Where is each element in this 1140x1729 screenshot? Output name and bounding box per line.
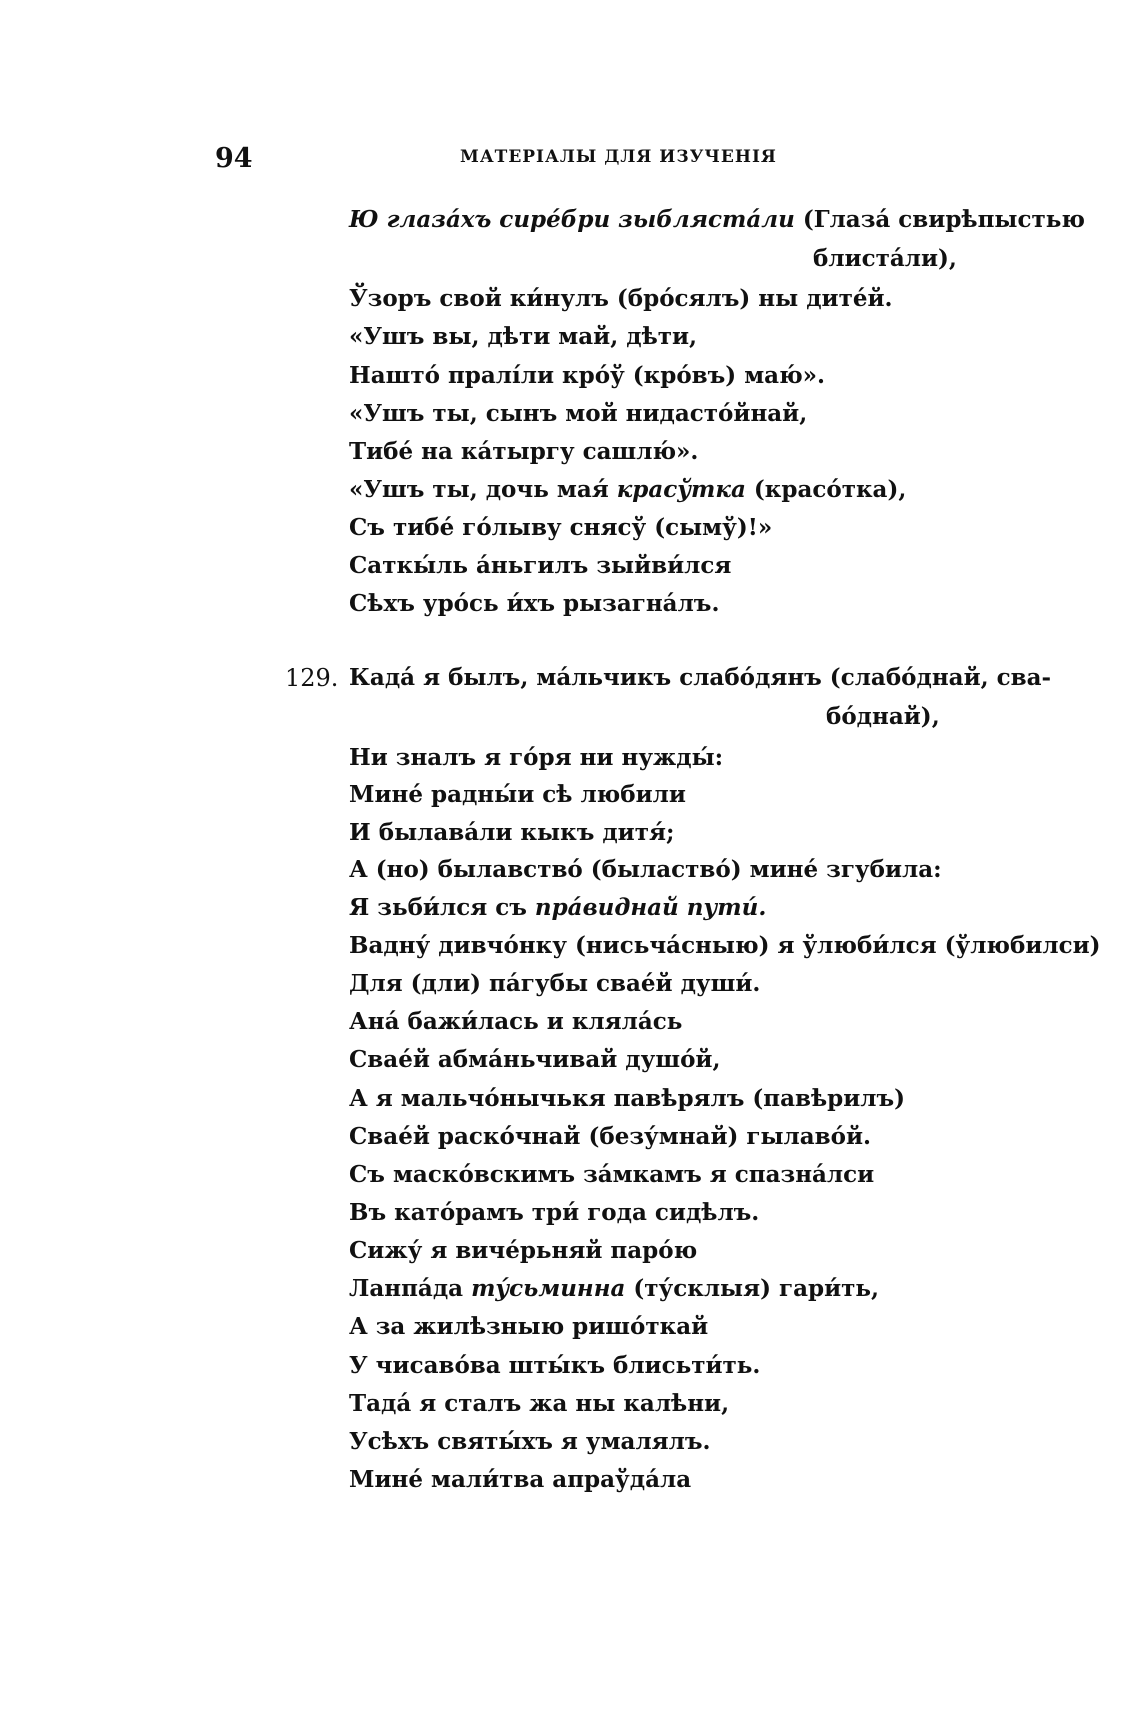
stanza2-line-7: Вадну́ дивчóнку (нисьчáсныю) я ўлюби́лся (ўлюбилси) (349, 932, 1101, 959)
stanza1-line-10: Сѣхъ урóсь и́хъ рызагнáлъ. (349, 590, 720, 617)
stanza1-line-7-start: «Ушъ ты, дочь мая́ (349, 476, 617, 503)
stanza2-line-15: Сижу́ я вичéрьняй парóю (349, 1237, 698, 1264)
stanza2-line-10: Сваéй абмáньчивай душóй, (349, 1046, 721, 1073)
stanza1-line-7 (349, 478, 906, 501)
stanza2-line-18: У чисавóва шты́къ блисьти́ть. (349, 1352, 761, 1379)
stanza2-line-5: А (но) былавствó (быластвó) минé згубила: (349, 856, 942, 883)
stanza2-line-13: Съ маскóвскимъ зáмкамъ я спазнáлси (349, 1161, 875, 1188)
stanza2-line-6 (349, 896, 766, 919)
stanza1-line-4: Наштó пралíли крóў (крóвъ) маю́». (349, 362, 826, 389)
verse-number: 129. (285, 664, 339, 692)
stanza2-line-16-rest: (ту́склыя) гари́ть, (625, 1275, 879, 1302)
stanza2-line-16 (349, 1277, 879, 1300)
stanza1-line-9: Саткы́ль áньгилъ зыйви́лся (349, 552, 732, 579)
stanza2-line-14: Въ катóрамъ три́ года сидѣлъ. (349, 1199, 760, 1226)
stanza1-line-7-rest: (красóтка), (745, 476, 907, 503)
stanza1-line-1-cont: блистáли), (813, 245, 957, 272)
stanza2-line-16-start: Ланпáда (349, 1275, 472, 1302)
stanza2-line-11: А я мальчóнычькя павѣрялъ (павѣрилъ) (349, 1085, 906, 1112)
stanza2-line-19: Тадá я сталъ жа ны калѣни, (349, 1390, 730, 1417)
stanza2-line-4: И былавáли кыкъ дитя́; (349, 819, 675, 846)
stanza2-line-3: Минé радны́и сѣ любили (349, 781, 686, 808)
stanza1-line-7-italic: красўтка (616, 476, 746, 503)
stanza1-line-6: Тибé на кáтыргу сашлю́». (349, 438, 699, 465)
stanza2-line-20: Усѣхъ святы́хъ я умалялъ. (349, 1428, 711, 1455)
stanza2-line-8: Для (дли) пáгубы сваéй души́. (349, 970, 761, 997)
stanza2-line-1-cont: бóднай), (826, 703, 940, 730)
stanza2-line-1: Кадá я былъ, мáльчикъ слабóдянъ (слабóднай, сва- (349, 664, 1052, 691)
stanza1-line-1 (349, 208, 1085, 231)
running-title: МАТЕРІАЛЫ ДЛЯ ИЗУЧЕНІЯ (460, 147, 777, 167)
stanza1-line-1-rest: (Глазá свирѣпыстью (802, 206, 1085, 233)
stanza1-line-3: «Ушъ вы, дѣти май, дѣти, (349, 323, 698, 350)
page-number: 94 (215, 143, 253, 174)
stanza1-line-2: Ўзоръ свой ки́нулъ (брóсялъ) ны дитéй. (349, 285, 893, 312)
stanza2-line-21: Минé мали́тва апраўдáла (349, 1466, 692, 1493)
stanza2-line-17: А за жилѣзныю ришóткай (349, 1313, 709, 1340)
stanza2-line-12: Сваéй раскóчнай (безу́мнай) гылавóй. (349, 1123, 872, 1150)
stanza2-line-16-italic: ту́сьминна (471, 1275, 626, 1302)
stanza2-line-6-italic: прáвиднай пути́. (534, 894, 767, 921)
stanza1-line-1-italic: Ю глазáхъ сирéбри зыблястáли (349, 206, 795, 233)
stanza2-line-9: Анá бажи́лась и клялáсь (349, 1008, 683, 1035)
stanza1-line-8: Съ тибé гóлыву снясў (сымў)!» (349, 514, 773, 541)
stanza2-line-6-start: Я зьби́лся съ (349, 894, 535, 921)
stanza1-line-5: «Ушъ ты, сынъ мой нидастóйнай, (349, 400, 808, 427)
stanza2-line-2: Ни зналъ я гóря ни нужды́: (349, 744, 724, 771)
